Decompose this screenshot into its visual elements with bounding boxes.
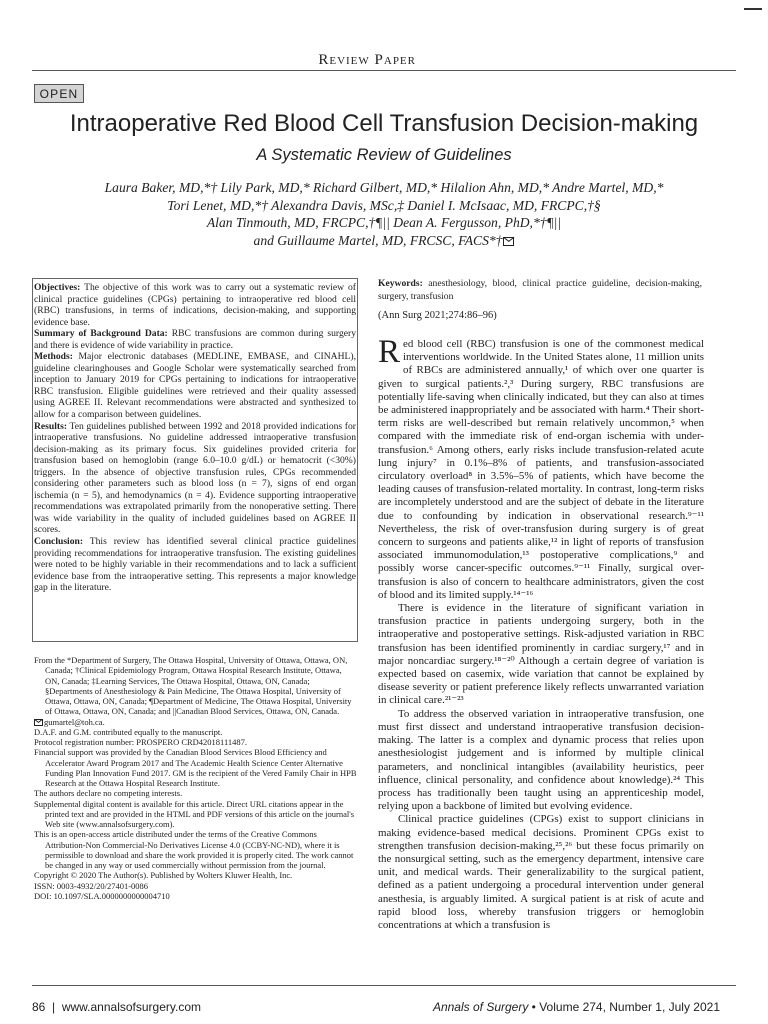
keywords-label: Keywords:	[378, 278, 423, 289]
footer-separator: |	[52, 1000, 56, 1014]
abstract-methods-label: Methods:	[34, 351, 73, 363]
body-text	[378, 334, 704, 932]
supplemental-note: Supplemental digital content is available for this article. Direct URL citations appear in the printed text and are provided in the HTML and PDF versions of this article on the journal's Web site (www.annalsofsurgery.com).	[34, 798, 355, 829]
author-line-text: and Guillaume Martel, MD, FRCSC, FACS*†	[253, 232, 503, 248]
abstract-results-label: Results:	[34, 420, 68, 432]
abstract-background	[34, 328, 356, 351]
keywords	[378, 278, 702, 303]
body-paragraph: There is evidence in the literature of significant variation in transfusion practice in patients undergoing surgery, both in the intraoperative and postoperative settings. Risk-adjusted variation in RBC transfusion has been identified prominently in cardiac surgery,¹⁷ and in major noncardiac surgery.¹⁸⁻²⁰ Although a certain degree of variation is expected based on casemix, wide variation that cannot be explained by disease severity or patient preference likely reflects unwarranted variation in clinical care.²¹⁻²³	[378, 602, 704, 707]
journal-name: Annals of Surgery	[432, 1000, 529, 1014]
body-paragraph: Clinical practice guidelines (CPGs) exist to support clinicians in making evidence-based medical decisions. Prominent CPGs exist to strengthen transfusion decision-making,²⁵,²⁶ but these focus primarily on the nonsurgical setting, such as the emergency department, intensive care unit, and medical wards. Their generalizability to the surgical patient, defined as a patient undergoing a procedural intervention under general anesthesia, is arguably limited. A surgical patient is at risk of acute and rapid blood loss, whereby transfusion triggers or hemoglobin concentrations at which a transfusion is	[378, 813, 704, 931]
protocol-note: Protocol registration number: PROSPERO CRD42018111487.	[34, 737, 248, 747]
abstract	[34, 282, 356, 594]
abstract-conclusion-text: This review has identified several clinical practice guidelines providing recommendations for intraoperative transfusion. The existing guidelines were noted to be highly variable in their recommendations and to lack a sufficient evidence base from the intraoperative setting. This represents a major knowledge gap in the literature.	[34, 536, 356, 594]
footer-rule	[32, 985, 736, 986]
open-access-badge: OPEN	[34, 84, 84, 103]
journal-website-link[interactable]: www.annalsofsurgery.com	[61, 1000, 201, 1014]
journal-issue: • Volume 274, Number 1, July 2021	[528, 1000, 720, 1014]
article-title: Intraoperative Red Blood Cell Transfusion Decision-making	[69, 110, 699, 137]
abstract-methods-text: Major electronic databases (MEDLINE, EMBASE, and CINAHL), guideline clearinghouses and Google Scholar were systematically searched from inception to January 2019 for CPGs pertaining to indications for intraoperative RBC transfusion. Eligible guidelines were retrieved and their quality assessed using AGREE II. Relevant recommendations were abstracted and synthesized to allow for a comparison between guidelines.	[34, 351, 356, 421]
license-note: This is an open-access article distributed under the terms of the Creative Commons Attribution-Non Commercial-No Derivatives License 4.0 (CCBY-NC-ND), where it is permissible to download and share the work provided it is properly cited. The work cannot be changed in any way or used commercially without permission from the journal.	[34, 829, 354, 870]
copyright-note: Copyright © 2020 The Author(s). Published by Wolters Kluwer Health, Inc.	[34, 870, 293, 881]
author-line: Laura Baker, MD,*† Lily Park, MD,* Richard Gilbert, MD,* Hilalion Ahn, MD,* Andre Martel, MD,*	[104, 180, 664, 195]
abstract-background-text: RBC transfusions are common during surgery and there is evidence of wide variability in practice.	[34, 328, 356, 351]
header-rule	[32, 70, 736, 71]
keywords-text: anesthesiology, blood, clinical practice guideline, decision-making, surgery, transfusion	[378, 278, 702, 302]
citation: (Ann Surg 2021;274:86–96)	[378, 310, 497, 321]
issn-note: ISSN: 0003-4932/20/27401-0086	[34, 880, 149, 891]
author-line: Alan Tinmouth, MD, FRCPC,†¶|| Dean A. Fergusson, PhD,*†¶||	[206, 215, 562, 230]
page-footer-left	[32, 1000, 201, 1014]
abstract-methods	[34, 351, 356, 420]
body-paragraph: To address the observed variation in intraoperative transfusion, one must first dissect and understand intraoperative transfusion decision-making. The latter is a complex and dynamic process that relies upon anesthesiologist judgement and is informed by multiple clinical parameters, and nonclinical intangibles (availability heuristics, peer influence, clinical personality, and confidence about knowledge).²⁴ This process has traditionally been taught using an apprenticeship model, relying upon a backbone of limited but evolving evidence.	[378, 707, 704, 813]
competing-interests-note: The authors declare no competing interests.	[34, 788, 183, 799]
doi-note: DOI: 10.1097/SLA.0000000000004710	[34, 890, 170, 901]
page-footer-right	[433, 1000, 720, 1014]
abstract-conclusion	[34, 536, 356, 594]
abstract-objectives	[34, 282, 356, 328]
abstract-objectives-label: Objectives:	[34, 282, 81, 293]
drop-cap: R	[378, 334, 401, 370]
abstract-results-text: Ten guidelines published between 1992 and 2018 provided indications for intraoperative transfusions. No guideline addressed intraoperative transfusion decision-making as its primary focus. Six guidelines provided criteria for transfusion based on hemoglobin (range 6.0–10.0 g/dL) or hematocrit (<30%) triggers. In the absence of objective transfusion rules, CPGs recommended considering other parameters such as blood loss (n = 7), signs of end organ ischemia (n = 5), and hemodynamics (n = 4). Evidence supporting intraoperative recommendations was extrapolated primarily from the nonoperative setting. There was wide variability in the quality of included guidelines based on AGREE II scores.	[34, 420, 356, 536]
body-paragraph-text: ed blood cell (RBC) transfusion is one of the commonest medical interventions worldwide. In the United States alone, 11 million units of RBCs are administered annually,¹ of which over one quarter is given to surgical patients.²,³ During surgery, RBC transfusions are potentially life-saving when clinically indicated, but they can also at times be administered inappropriately and be associated with harm.⁴ Their short-term risks are well-described but remain relatively uncommon,⁵ when compared with the immediate risk of end-organ ischemia with under-transfusion.⁶ Among others, early risks include transfusion-related acute lung injury⁷ in 0.1%–8% of patients, and transfusion-associated circulatory overload⁸ in 3.5%–5% of patients, which have become the leading causes of transfusion-related mortality. In contrast, long-term risks are incompletely understood and are the subject of debate in the literature due to confounding by indication in observational research.⁹⁻¹¹ Nevertheless, the risk of over-transfusion during surgery is of great concern to surgeons and patients alike,¹² in light of reports of transfusion associated immunomodulation,¹³ postoperative complications,⁹ and possibly worse cancer-specific outcomes.⁹⁻¹¹ Finally, surgical over-transfusion is also of concern to healthcare administrators, given the cost of blood and its limited supply.¹⁴⁻¹⁶	[378, 338, 704, 601]
body-paragraph	[378, 334, 704, 602]
page-number: 86	[32, 1000, 46, 1014]
author-line: Tori Lenet, MD,*† Alexandra Davis, MSc,‡ Daniel I. McIsaac, MD, FRCPC,†§	[167, 197, 601, 213]
section-label: Review Paper	[318, 52, 416, 68]
abstract-conclusion-label: Conclusion:	[34, 536, 84, 548]
affiliation-from: From the *Department of Surgery, The Ottawa Hospital, University of Ottawa, Ottawa, ON, Canada; †Clinical Epidemiology Program, Ottawa Hospital Research Institute, Ottawa, ON, Canada; ‡Learning Services, The Ottawa Hospital, Ottawa, ON, Canada; §Departments of Anesthesiology & Pain Medicine, The Ottawa Hospital, University of Ottawa, Ottawa, ON, Canada; ¶Department of Medicine, The Ottawa Hospital, University of Ottawa, Ottawa, ON, Canada; and ||Canadian Blood Services, Ottawa, ON, Canada.	[34, 655, 352, 717]
contribution-note: D.A.F. and G.M. contributed equally to the manuscript.	[34, 726, 223, 737]
abstract-background-label: Summary of Background Data:	[34, 328, 168, 340]
funding-note: Financial support was provided by the Canadian Blood Services Blood Efficiency and Accelerator Award Program 2017 and The Academic Health Science Center Alternative Funding Plan Innovation Fund 2017. GM is the recipient of the Vered Family Chair in HPB Research at the Ottawa Hospital Research Institute.	[34, 747, 357, 788]
abstract-results	[34, 421, 356, 536]
author-list	[40, 179, 728, 249]
article-subtitle: A Systematic Review of Guidelines	[256, 146, 512, 164]
mail-icon	[34, 719, 43, 726]
abstract-objectives-text: The objective of this work was to carry out a systematic review of clinical practice guidelines (CPGs) pertaining to intraoperative red blood cell (RBC) transfusions, in terms of indications, decision-making, and supporting evidence base.	[34, 282, 356, 328]
author-line-last	[40, 232, 728, 250]
affiliations-footnotes	[34, 655, 358, 901]
envelope-icon	[503, 237, 514, 246]
close-icon[interactable]	[744, 8, 762, 10]
correspondence-email[interactable]	[34, 717, 358, 727]
email-text: gumartel@toh.ca.	[44, 716, 105, 727]
